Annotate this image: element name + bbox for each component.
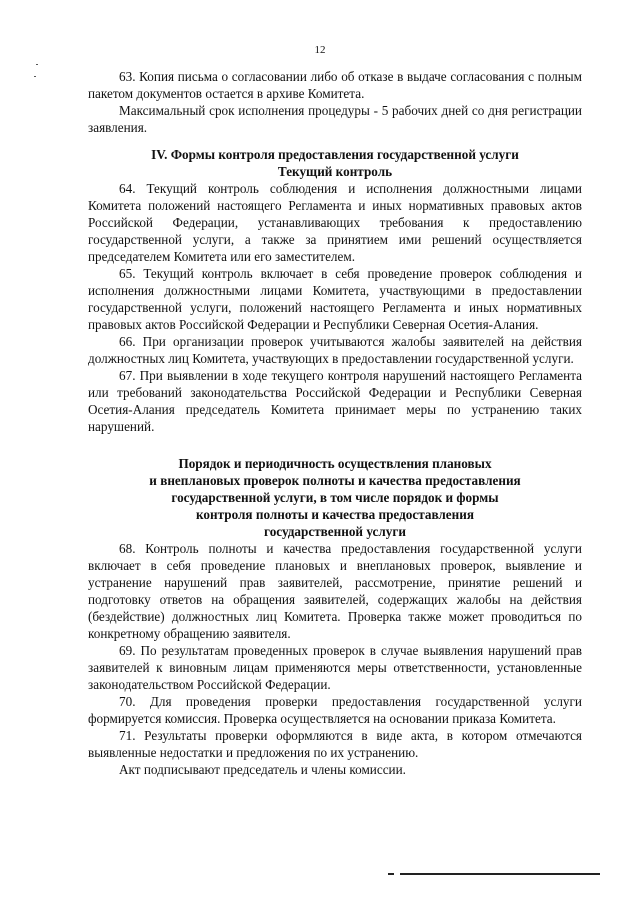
scan-mark: [34, 76, 36, 77]
paragraph-act: Акт подписывают председатель и члены комиссии.: [119, 762, 406, 777]
section-inspections: [88, 455, 582, 778]
paragraph-70: 70. Для проведения проверки предоставления государственной услуги формируется комиссия. Проверка осуществляется на основании приказа Комитета.: [88, 694, 582, 726]
subsection-heading-line: Порядок и периодичность осуществления плановых: [178, 456, 492, 471]
subsection-heading-line: государственной услуги: [264, 524, 406, 539]
paragraph-66: 66. При организации проверок учитываются жалобы заявителей на действия должностных лиц Комитета, участвующих в предоставлении государственной услуги.: [88, 334, 582, 366]
section-iv: [88, 146, 582, 435]
paragraph-69: 69. По результатам проведенных проверок в случае выявления нарушений прав заявителей к виновным лицам применяются меры ответственности, установленные законодательством Российской Федерации.: [88, 643, 582, 692]
document-body: [88, 68, 582, 778]
scan-mark: [36, 64, 38, 65]
paragraph-deadline: Максимальный срок исполнения процедуры - 5 рабочих дней со дня регистрации заявления.: [88, 103, 582, 135]
paragraph-63: 63. Копия письма о согласовании либо об отказе в выдаче согласования с полным пакетом документов остается в архиве Комитета.: [88, 69, 582, 101]
footer-rule: [400, 873, 600, 875]
subsection-heading-line: контроля полноты и качества предоставления: [196, 507, 474, 522]
footer-rule-dash: [388, 873, 394, 875]
subsection-heading-line: государственной услуги, в том числе порядок и формы: [171, 490, 499, 505]
subsection-heading: Текущий контроль: [277, 164, 393, 179]
paragraph-68: 68. Контроль полноты и качества предоставления государственной услуги включает в себя проведение плановых и внеплановых проверок, выявление и устранение нарушений прав заявителей, рассмотрение, принятие решений и подготовку ответов на обращения заявителей, содержащих жалобы на действия (бездействие) должностных лиц Комитета. Проверка также может проводиться по конкретному обращению заявителя.: [88, 541, 582, 641]
section-intro: [88, 68, 582, 136]
paragraph-71: 71. Результаты проверки оформляются в виде акта, в котором отмечаются выявленные недостатки и предложения по их устранению.: [88, 728, 582, 760]
paragraph-67: 67. При выявлении в ходе текущего контроля нарушений настоящего Регламента или требований законодательства Российской Федерации и Республики Северная Осетия-Алания председатель Комитета принимает меры по устранению таких нарушений.: [88, 368, 582, 434]
section-heading: IV. Формы контроля предоставления государственной услуги: [151, 147, 519, 162]
paragraph-64: 64. Текущий контроль соблюдения и исполнения должностными лицами Комитета положений настоящего Регламента и иных нормативных правовых актов Российской Федерации, устанавливающих требования к предоставлению государственной услуги, а также за принятием ими решений осуществляется председателем Комитета или его заместителем.: [88, 181, 582, 264]
page-number: 12: [314, 44, 326, 56]
paragraph-65: 65. Текущий контроль включает в себя проведение проверок соблюдения и исполнения должностными лицами Комитета, участвующими в предоставлении государственной услуги, положений настоящего Регламента и иных нормативных правовых актов Российской Федерации и Республики Северная Осетия-Алания.: [88, 266, 582, 332]
subsection-heading-line: и внеплановых проверок полноты и качества предоставления: [149, 473, 521, 488]
